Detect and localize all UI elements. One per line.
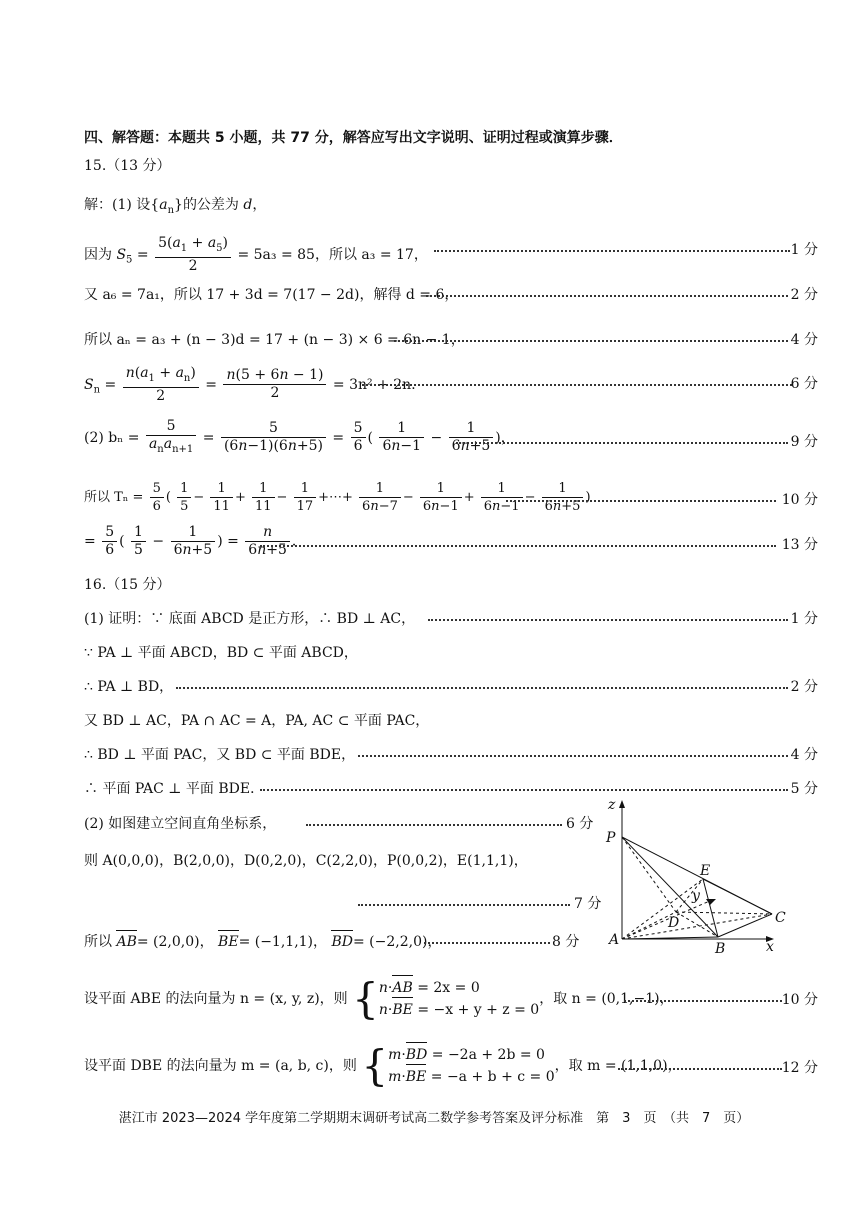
dotted-leader [260, 545, 776, 547]
q16-score-2: 2 分 [790, 679, 818, 695]
q16-line-11: 设平面 DBE 的法向量为 m = (a, b, c)，则 {m·BD = −2a + 2b = 0 m·BE = −a + b + c = 0，取 m = (1,1,0)， [84, 1041, 682, 1090]
q16-score-7: 8 分 [552, 934, 580, 950]
edge-AC [622, 914, 772, 939]
q16-score-5: 6 分 [566, 816, 594, 832]
q16-line-6: ∴ 平面 PAC ⊥ 平面 BDE． [84, 781, 265, 797]
q16-score-4: 5 分 [790, 781, 818, 797]
dotted-leader [394, 340, 788, 342]
q16-line-1: (1) 证明：∵ 底面 ABCD 是正方形，∴ BD ⊥ AC， [84, 611, 416, 627]
q16-title: 16.（15 分） [84, 577, 171, 593]
label-P: P [606, 830, 616, 846]
dotted-leader [434, 250, 790, 252]
label-B: B [715, 941, 726, 957]
q16-score-6: 7 分 [574, 896, 602, 912]
q16-line-3: ∴ PA ⊥ BD， [84, 679, 174, 695]
q16-line-2: ∵ PA ⊥ 平面 ABCD，BD ⊂ 平面 ABCD， [84, 645, 358, 661]
pyramid-figure [600, 797, 795, 957]
q16-score-1: 1 分 [790, 611, 818, 627]
q15-step3: 所以 aₙ = a₃ + (n − 3)d = 17 + (n − 3) × 6 = 6n − 1， [84, 332, 465, 348]
dotted-leader [624, 1000, 782, 1002]
edge-EC [703, 879, 772, 914]
edge-PD [622, 837, 676, 912]
q15-score-4: 6 分 [790, 376, 818, 392]
q15-score-6: 10 分 [781, 492, 818, 508]
q15-score-3: 4 分 [790, 332, 818, 348]
q16-line-10: 设平面 ABE 的法向量为 n = (x, y, z)，则 {n·AB = 2x = 0 n·BE = −x + y + z = 0，取 n = (0,1,−1)， [84, 974, 674, 1023]
edge-DC [676, 912, 772, 914]
dotted-leader [506, 500, 776, 502]
q16-line-4: 又 BD ⊥ AC，PA ∩ AC = A，PA, AC ⊂ 平面 PAC， [84, 713, 430, 729]
q15-step1: 因为 $S_5$ = $\frac{5(a_1 + a_5)}{2}$ = 5a₃ = 85，所以 a₃ = 17， [84, 235, 428, 274]
dotted-leader [362, 384, 792, 386]
edge-BC [718, 914, 772, 937]
y-axis-arrow [706, 899, 716, 905]
q15-score-1: 1 分 [790, 242, 818, 258]
label-C: C [775, 910, 786, 926]
q16-line-5: ∴ BD ⊥ 平面 PAC，又 BD ⊂ 平面 BDE， [84, 747, 356, 763]
q16-line-9: 所以 AB= (2,0,0)， BE= (−1,1,1)， BD= (−2,2,0)， [84, 934, 442, 950]
z-axis-arrow [619, 800, 625, 808]
label-y: y [692, 888, 700, 904]
q15-step6: 所以 Tₙ = $\frac{5}{6}$ ( $\frac{1}{5}$ − $\frac{1}{11}$ + $\frac{1}{11}$ − $\frac{1}{17}$ +⋯+ $\frac{1}{6n-7}$ − $\frac{1}{6n-1}$ + $\frac{1}{6n-1}$ − $\frac{1}{6n+5}$ ) [84, 481, 591, 514]
dotted-leader [306, 824, 562, 826]
q15-step7: = $\frac{5}{6}$ ( $\frac{1}{5}$ − $\frac{1}{6n+5}$ ) = $\frac{n}{6n+5}$ ． [84, 524, 306, 558]
dotted-leader [176, 687, 788, 689]
q16-line-8: 则 A(0,0,0)，B(2,0,0)，D(0,2,0)，C(2,2,0)，P(0,0,2)，E(1,1,1)， [84, 853, 528, 869]
label-x: x [766, 939, 774, 955]
dotted-leader [618, 1068, 782, 1070]
q16-line-7: (2) 如图建立空间直角坐标系， [84, 816, 277, 832]
q15-intro: 解：(1) 设$\{a_n\}$的公差为 d， [84, 197, 267, 216]
dotted-leader [426, 295, 788, 297]
q15-step5: (2) bₙ = $\frac{5}{a_na_{n+1}}$ = $\frac{5}{(6n-1)(6n+5)}$ = $\frac{5}{6}$ ( $\frac{1}{6n-1}$ − $\frac{1}{6n+5}$ )， [84, 418, 515, 455]
edge-EB [703, 879, 718, 937]
label-z: z [608, 797, 616, 813]
dotted-leader [424, 942, 550, 944]
label-E: E [700, 863, 711, 879]
q15-score-2: 2 分 [790, 287, 818, 303]
q15-step4: $S_n$ = $\frac{n(a_1 + a_n)}{2}$ = $\frac{n(5 + 6n - 1)}{2}$ = 3n² + 2n． [84, 365, 426, 404]
q15-step2: 又 a₆ = 7a₁，所以 17 + 3d = 7(17 − 2d)，解得 d = 6， [84, 287, 459, 303]
q15-title: 15.（13 分） [84, 158, 171, 174]
q16-score-8: 10 分 [781, 992, 818, 1008]
dotted-leader [428, 619, 788, 621]
dotted-leader [260, 789, 788, 791]
q15-score-7: 13 分 [781, 537, 818, 553]
page-footer: 湛江市 2023—2024 学年度第二学期期末调研考试高二数学参考答案及评分标准 第 3 页 （共 7 页） [118, 1111, 750, 1126]
q15-score-5: 9 分 [790, 434, 818, 450]
q16-score-3: 4 分 [790, 747, 818, 763]
dotted-leader [358, 755, 788, 757]
section-heading: 四、解答题：本题共 5 小题，共 77 分，解答应写出文字说明、证明过程或演算步骤． [84, 130, 623, 146]
dotted-leader [358, 904, 570, 906]
label-D: D [668, 915, 680, 931]
q16-score-9: 12 分 [781, 1060, 818, 1076]
label-A: A [609, 932, 620, 948]
dotted-leader [456, 442, 788, 444]
